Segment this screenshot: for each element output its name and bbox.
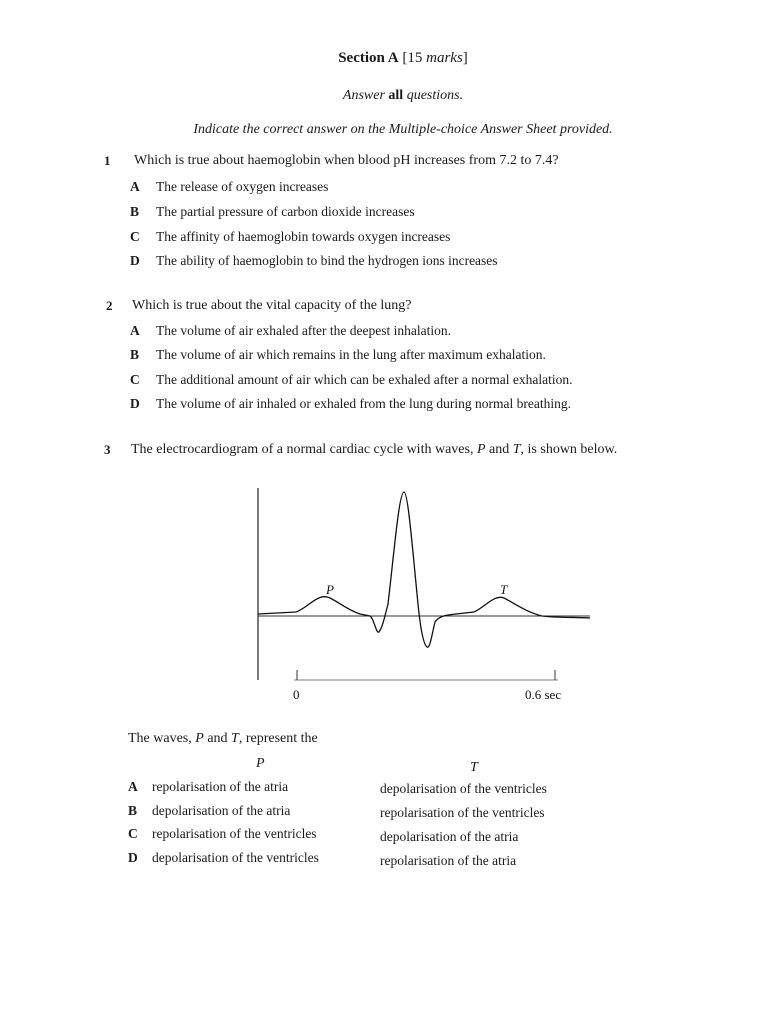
option-d[interactable] xyxy=(130,253,498,269)
q3-option-c-t: depolarisation of the atria xyxy=(380,829,519,844)
option-letter: D xyxy=(128,850,138,865)
intro-t: T xyxy=(231,731,239,746)
ecg-tick-start-label: 0 xyxy=(293,687,300,702)
option-text: The volume of air exhaled after the deepest inhalation. xyxy=(156,323,452,338)
question-number: 1 xyxy=(104,153,111,168)
option-letter: C xyxy=(130,372,140,387)
q3-text-pre: The electrocardiogram of a normal cardiac cycle with waves, xyxy=(131,442,477,457)
option-b[interactable] xyxy=(130,347,546,363)
option-text: The volume of air inhaled or exhaled from the lung during normal breathing. xyxy=(156,396,571,411)
q3-option-d[interactable] xyxy=(128,850,319,866)
question-text: Which is true about the vital capacity of the lung? xyxy=(132,298,412,313)
marks-close: ] xyxy=(462,50,468,66)
option-p-text: repolarisation of the ventricles xyxy=(152,826,317,841)
ecg-label-p: P xyxy=(326,582,334,597)
q3-option-b[interactable] xyxy=(128,803,290,819)
option-letter: B xyxy=(130,204,140,219)
option-text: The volume of air which remains in the lung after maximum exhalation. xyxy=(156,347,546,362)
option-text: The additional amount of air which can be exhaled after a normal exhalation. xyxy=(156,372,573,387)
option-a[interactable] xyxy=(130,179,328,195)
option-letter: D xyxy=(130,396,140,411)
marks-open: [15 xyxy=(398,50,427,66)
q3-option-a[interactable] xyxy=(128,779,288,795)
question-text xyxy=(131,442,617,458)
q3-text-t: T xyxy=(512,442,521,457)
option-p-text: repolarisation of the atria xyxy=(152,779,289,794)
section-label: Section A xyxy=(338,50,399,66)
option-c[interactable] xyxy=(130,229,450,245)
option-letter: A xyxy=(128,779,138,794)
option-letter: B xyxy=(128,803,138,818)
option-text: The release of oxygen increases xyxy=(156,179,329,194)
column-header-p: P xyxy=(256,756,265,771)
intro-and: and xyxy=(203,731,232,746)
q3-text-post: , is shown below. xyxy=(520,442,618,457)
indicate-instruction: Indicate the correct answer on the Multiple-choice Answer Sheet provided. xyxy=(193,122,613,137)
option-c[interactable] xyxy=(130,372,572,388)
question-number: 3 xyxy=(104,442,111,457)
q3-option-a-t: depolarisation of the ventricles xyxy=(380,781,547,796)
question-text: Which is true about haemoglobin when blood pH increases from 7.2 to 7.4? xyxy=(134,153,559,168)
ecg-diagram xyxy=(248,484,598,704)
q3-intro xyxy=(128,731,318,747)
marks-label: marks xyxy=(426,50,463,66)
answer-pre: Answer xyxy=(342,88,389,103)
option-letter: B xyxy=(130,347,140,362)
q3-text-and: and xyxy=(485,442,513,457)
q3-option-b-t: repolarisation of the ventricles xyxy=(380,805,545,820)
intro-p: P xyxy=(195,731,204,746)
answer-post: questions. xyxy=(403,88,464,103)
question-number: 2 xyxy=(106,298,113,313)
option-text: The affinity of haemoglobin towards oxygen increases xyxy=(156,229,451,244)
option-a[interactable] xyxy=(130,323,451,339)
option-letter: A xyxy=(130,323,140,338)
option-letter: A xyxy=(130,179,140,194)
q3-option-d-t: repolarisation of the atria xyxy=(380,853,517,868)
option-text: The partial pressure of carbon dioxide increases xyxy=(156,204,415,219)
ecg-label-t: T xyxy=(500,582,508,597)
option-p-text: depolarisation of the ventricles xyxy=(152,850,319,865)
column-header-t: T xyxy=(470,760,478,775)
option-p-text: depolarisation of the atria xyxy=(152,803,291,818)
section-title xyxy=(0,50,768,67)
option-letter: D xyxy=(130,253,140,268)
option-d[interactable] xyxy=(130,396,571,412)
option-letter: C xyxy=(130,229,140,244)
option-b[interactable] xyxy=(130,204,415,220)
ecg-trace xyxy=(258,492,590,647)
intro-post: , represent the xyxy=(238,731,318,746)
ecg-svg xyxy=(248,484,598,704)
ecg-tick-end-label: 0.6 sec xyxy=(525,687,562,702)
q3-option-c[interactable] xyxy=(128,826,317,842)
intro-pre: The waves, xyxy=(128,731,196,746)
q3-text-p: P xyxy=(476,442,486,457)
answer-bold: all xyxy=(388,88,404,103)
option-letter: C xyxy=(128,826,138,841)
answer-all-instruction xyxy=(0,88,768,104)
option-text: The ability of haemoglobin to bind the hydrogen ions increases xyxy=(156,253,498,268)
